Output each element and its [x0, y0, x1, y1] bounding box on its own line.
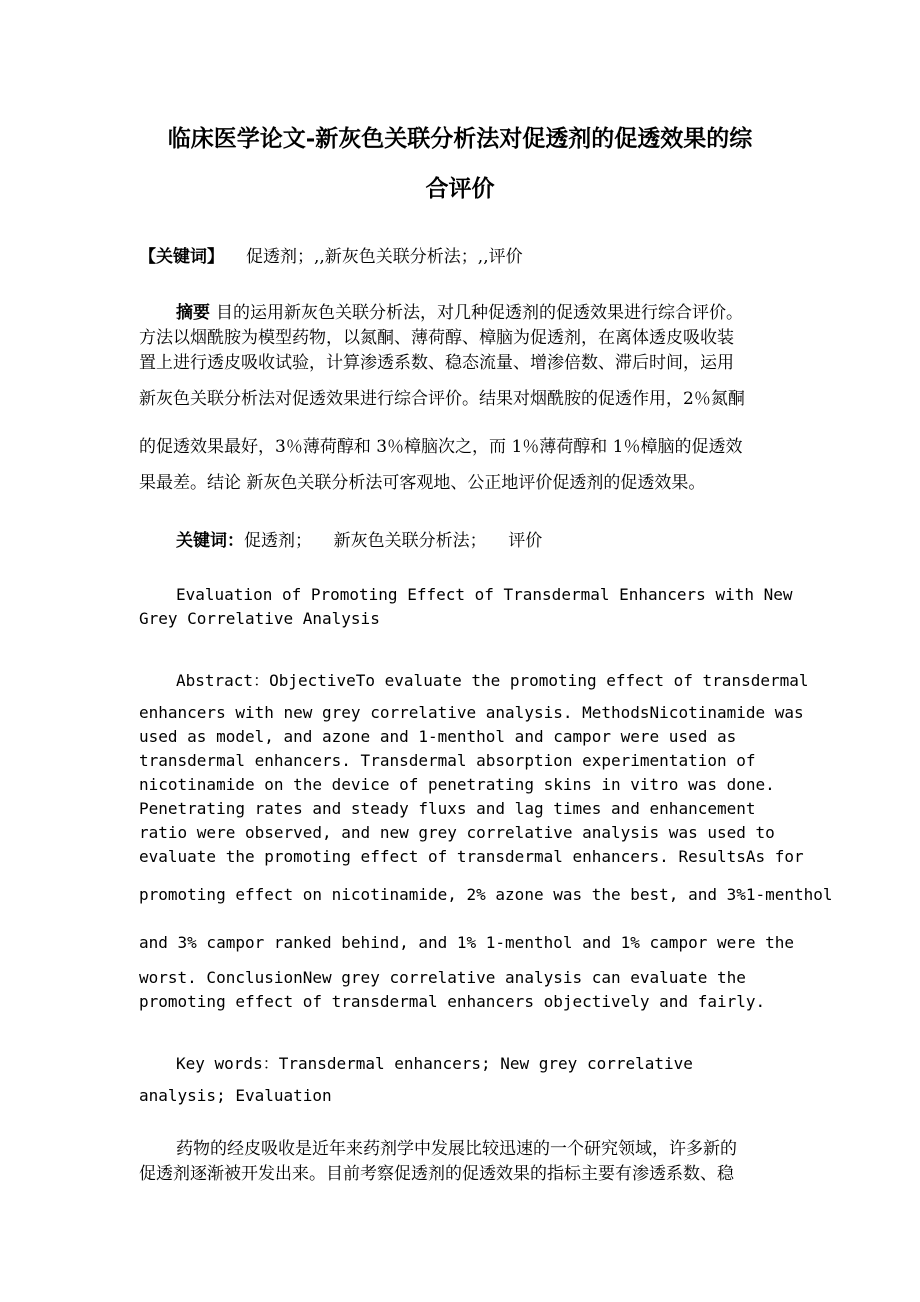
keywords-top	[139, 242, 523, 267]
keywords-cn-label: 关键词：	[176, 531, 244, 551]
abstract-en-line-10: and 3% campor ranked behind, and 1% 1-menthol and 1% campor were the	[139, 933, 795, 952]
english-title-line-1: Evaluation of Promoting Effect of Transdermal Enhancers with New	[176, 585, 793, 604]
abstract-en-line-12: promoting effect of transdermal enhancers objectively and fairly.	[139, 992, 766, 1011]
keywords-cn	[176, 526, 542, 551]
title-line-2: 合评价	[425, 175, 495, 202]
abstract-en-line-3: used as model, and azone and 1-menthol and campor were used as	[139, 727, 737, 746]
keywords-top-text: 促透剂；,,新灰色关联分析法；,,评价	[246, 247, 523, 267]
abstract-en-line-4: transdermal enhancers. Transdermal absorption experimentation of	[139, 751, 756, 770]
abstract-en-line-2: enhancers with new grey correlative analysis. MethodsNicotinamide was	[139, 703, 804, 722]
abstract-en-line-5: nicotinamide on the device of penetrating skins in vitro was done.	[139, 775, 775, 794]
body-line-1: 药物的经皮吸收是近年来药剂学中发展比较迅速的一个研究领域，许多新的	[176, 1139, 737, 1159]
english-title-line-2: Grey Correlative Analysis	[139, 609, 380, 628]
abstract-cn-line-4: 新灰色关联分析法对促透效果进行综合评价。结果对烟酰胺的促透作用，2％氮酮	[139, 389, 745, 409]
abstract-en-line-6: Penetrating rates and steady fluxs and lag times and enhancement	[139, 799, 756, 818]
keywords-cn-text: 促透剂； 新灰色关联分析法； 评价	[244, 531, 543, 551]
abstract-cn-label: 摘要	[176, 303, 210, 323]
keywords-top-label: 【关键词】	[139, 247, 224, 267]
keywords-en-line-2: analysis; Evaluation	[139, 1086, 332, 1105]
abstract-cn-line-5: 的促透效果最好，3％薄荷醇和 3％樟脑次之，而 1％薄荷醇和 1％樟脑的促透效	[139, 437, 743, 457]
abstract-cn-line-2: 方法以烟酰胺为模型药物，以氮酮、薄荷醇、樟脑为促透剂，在离体透皮吸收装	[139, 328, 734, 348]
body-line-2: 促透剂逐渐被开发出来。目前考察促透剂的促透效果的指标主要有渗透系数、稳	[139, 1164, 734, 1184]
abstract-cn-line-3: 置上进行透皮吸收试验，计算渗透系数、稳态流量、增渗倍数、滞后时间，运用	[139, 353, 734, 373]
abstract-cn-text-1: 目的运用新灰色关联分析法，对几种促透剂的促透效果进行综合评价。	[216, 303, 743, 323]
abstract-en-line-7: ratio were observed, and new grey correlative analysis was used to	[139, 823, 775, 842]
abstract-cn-line-6: 果最差。结论 新灰色关联分析法可客观地、公正地评价促透剂的促透效果。	[139, 473, 706, 493]
abstract-en-line-8: evaluate the promoting effect of transdermal enhancers. ResultsAs for	[139, 847, 804, 866]
keywords-en-line-1: Key words：Transdermal enhancers; New grey correlative	[176, 1054, 693, 1073]
abstract-cn-line-1	[176, 298, 743, 323]
abstract-en-line-11: worst. ConclusionNew grey correlative analysis can evaluate the	[139, 968, 746, 987]
abstract-en-line-1: Abstract：ObjectiveTo evaluate the promoting effect of transdermal	[176, 671, 809, 690]
title-line-1: 临床医学论文-新灰色关联分析法对促透剂的促透效果的综	[167, 125, 753, 152]
abstract-en-line-9: promoting effect on nicotinamide, 2% azone was the best, and 3%1-menthol	[139, 885, 833, 904]
